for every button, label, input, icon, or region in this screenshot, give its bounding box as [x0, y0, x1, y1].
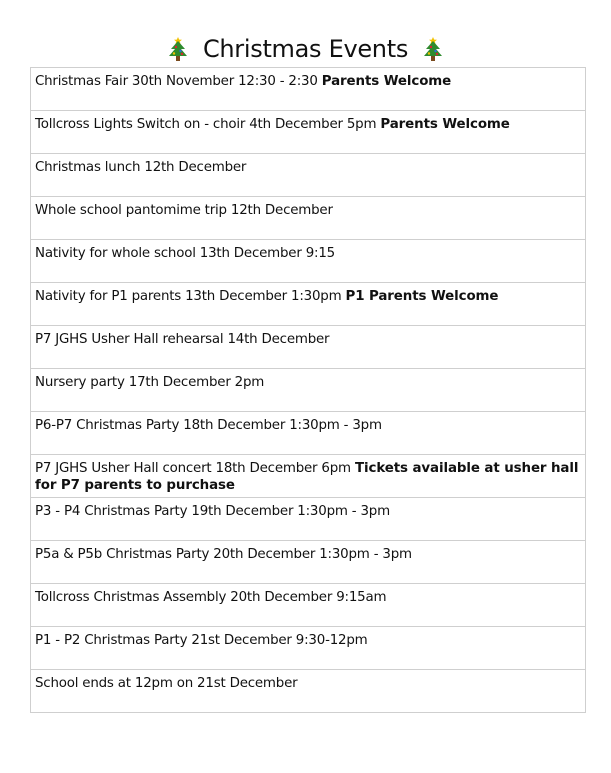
- table-row: [31, 326, 586, 369]
- event-cell: [31, 412, 586, 455]
- event-text: P6-P7 Christmas Party 18th December 1:30pm - 3pm: [35, 418, 382, 433]
- table-row: [31, 369, 586, 412]
- table-row: [31, 412, 586, 455]
- table-row: [31, 154, 586, 197]
- event-text: P1 - P2 Christmas Party 21st December 9:30-12pm: [35, 633, 368, 648]
- event-text: P5a & P5b Christmas Party 20th December 1:30pm - 3pm: [35, 547, 412, 562]
- event-cell: [31, 197, 586, 240]
- event-text: P7 JGHS Usher Hall rehearsal 14th December: [35, 332, 330, 347]
- event-cell: [31, 68, 586, 111]
- event-text: Christmas lunch 12th December: [35, 160, 247, 175]
- event-cell: [31, 584, 586, 627]
- table-row: [31, 240, 586, 283]
- event-cell: [31, 670, 586, 713]
- events-table: [30, 67, 586, 713]
- event-cell: [31, 240, 586, 283]
- table-row: [31, 455, 586, 498]
- event-cell: [31, 283, 586, 326]
- event-note: Parents Welcome: [321, 74, 452, 89]
- event-cell: [31, 111, 586, 154]
- event-cell: [31, 498, 586, 541]
- christmas-tree-icon: [422, 36, 444, 62]
- event-cell: [31, 154, 586, 197]
- event-note: Parents Welcome: [380, 117, 510, 132]
- event-cell: [31, 369, 586, 412]
- table-row: [31, 68, 586, 111]
- event-text: School ends at 12pm on 21st December: [35, 676, 298, 691]
- table-row: [31, 283, 586, 326]
- event-text: Tollcross Lights Switch on - choir 4th December 5pm: [35, 117, 381, 132]
- event-cell: [31, 455, 586, 498]
- table-row: [31, 541, 586, 584]
- event-text: Whole school pantomime trip 12th December: [35, 203, 333, 218]
- table-row: [31, 498, 586, 541]
- table-row: [31, 627, 586, 670]
- title-text: Christmas Events: [202, 35, 409, 63]
- event-text: Tollcross Christmas Assembly 20th December 9:15am: [35, 590, 387, 605]
- table-row: [31, 584, 586, 627]
- table-row: [31, 111, 586, 154]
- event-text: Nativity for P1 parents 13th December 1:30pm: [35, 289, 346, 304]
- event-note: P1 Parents Welcome: [345, 289, 499, 304]
- event-text: P3 - P4 Christmas Party 19th December 1:30pm - 3pm: [35, 504, 390, 519]
- table-row: [31, 197, 586, 240]
- event-cell: [31, 326, 586, 369]
- christmas-tree-icon: [167, 36, 189, 62]
- event-text: P7 JGHS Usher Hall concert 18th December 6pm: [35, 461, 355, 476]
- table-row: [31, 670, 586, 713]
- event-text: Nursery party 17th December 2pm: [35, 375, 265, 390]
- event-text: Christmas Fair 30th November 12:30 - 2:30: [35, 74, 322, 89]
- event-cell: [31, 541, 586, 584]
- event-cell: [31, 627, 586, 670]
- event-note: Tickets available at usher hall for P7 parents to purchase: [35, 461, 579, 493]
- event-text: Nativity for whole school 13th December 9:15: [35, 246, 335, 261]
- page-title: [0, 34, 611, 64]
